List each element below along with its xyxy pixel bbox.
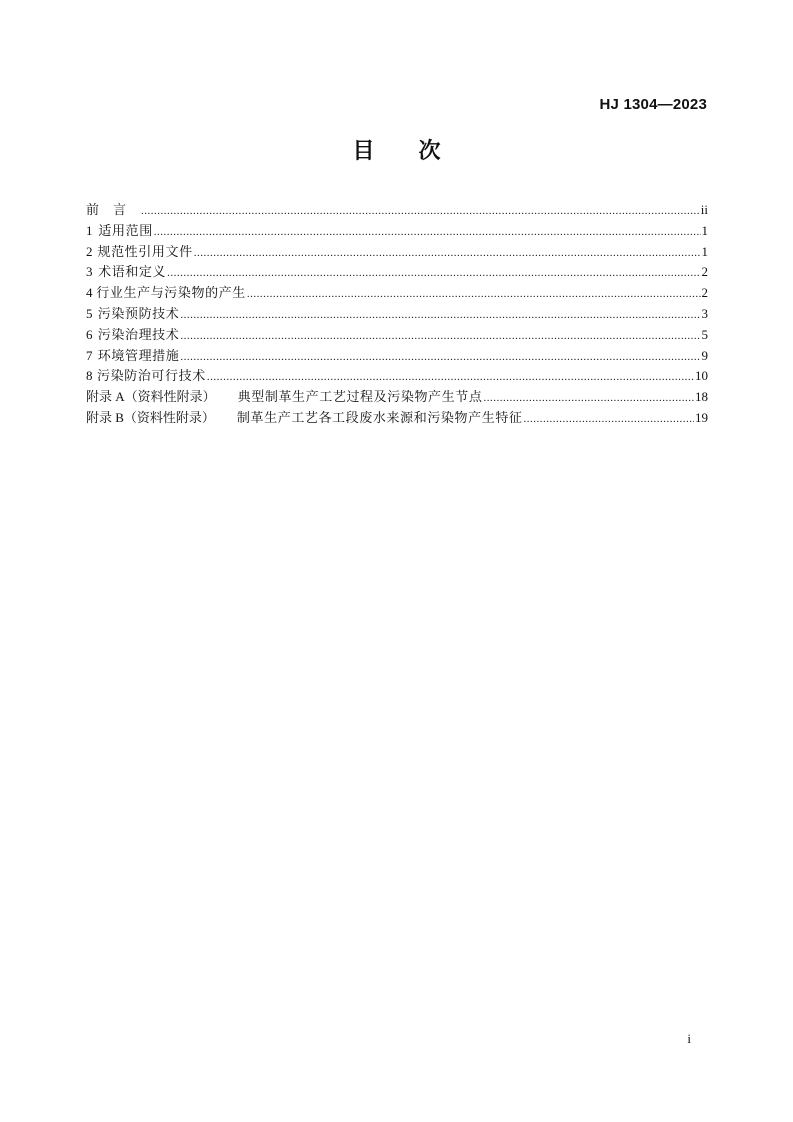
dot-leader	[207, 367, 694, 388]
table-of-contents	[86, 200, 708, 429]
toc-entry-label: 污染治理技术	[97, 326, 180, 342]
toc-entry-appendix-a[interactable]	[86, 387, 708, 408]
toc-entry-number: 1	[86, 222, 93, 238]
toc-entry-page: 1	[701, 222, 708, 238]
dot-leader	[180, 326, 700, 347]
page-title-char-1: 目	[352, 139, 375, 164]
page-title-char-2: 次	[418, 139, 441, 164]
toc-entry-label: 规范性引用文件	[97, 243, 193, 259]
page-number: i	[687, 1031, 691, 1046]
toc-entry-number: 3	[86, 264, 93, 280]
appendix-label: 附录 A（资料性附录）	[86, 389, 216, 405]
toc-entry-page: 2	[701, 264, 708, 280]
toc-entry-page: 9	[701, 347, 708, 363]
toc-entry-3[interactable]	[86, 262, 708, 283]
toc-entry-label: 行业生产与污染物的产生	[96, 285, 246, 301]
toc-entry-page: 5	[701, 326, 708, 342]
dot-leader	[154, 222, 701, 243]
toc-entry-label: 适用范围	[98, 222, 153, 238]
toc-entry-4[interactable]	[86, 283, 708, 304]
toc-entry-label: 术语和定义	[98, 264, 167, 280]
dot-leader	[483, 388, 694, 409]
toc-entry-number: 7	[86, 347, 93, 363]
toc-entry-page: 2	[701, 285, 708, 301]
dot-leader	[141, 201, 700, 222]
toc-entry-number: 5	[86, 305, 93, 321]
toc-entry-appendix-b[interactable]	[86, 408, 708, 429]
dot-leader	[167, 263, 700, 284]
toc-entry-7[interactable]	[86, 346, 708, 367]
toc-entry-2[interactable]	[86, 242, 708, 263]
document-code: HJ 1304—2023	[599, 96, 707, 113]
appendix-title: 典型制革生产工艺过程及污染物产生节点	[237, 389, 483, 405]
toc-entry-page: 10	[695, 368, 708, 384]
dot-leader	[524, 409, 694, 430]
appendix-label: 附录 B（资料性附录）	[86, 409, 215, 425]
toc-entry-5[interactable]	[86, 304, 708, 325]
toc-entry-page: 18	[695, 389, 708, 405]
dot-leader	[180, 347, 700, 368]
toc-entry-label: 污染防治可行技术	[97, 368, 206, 384]
toc-entry-page: 19	[695, 409, 708, 425]
toc-entry-number: 2	[86, 243, 93, 259]
dot-leader	[180, 305, 700, 326]
toc-entry-page: 1	[701, 243, 708, 259]
toc-entry-1[interactable]	[86, 221, 708, 242]
toc-entry-number: 4	[86, 285, 93, 301]
toc-entry-6[interactable]	[86, 325, 708, 346]
dot-leader	[194, 243, 701, 264]
toc-entry-8[interactable]	[86, 366, 708, 387]
toc-entry-label: 环境管理措施	[97, 347, 180, 363]
page-title	[0, 134, 793, 165]
toc-entry-page: ii	[700, 202, 708, 217]
toc-entry-label: 污染预防技术	[97, 305, 180, 321]
toc-entry-page: 3	[701, 305, 708, 321]
toc-entry-foreword[interactable]	[86, 200, 708, 221]
toc-entry-label: 前言	[86, 202, 141, 217]
dot-leader	[247, 284, 701, 305]
toc-entry-number: 6	[86, 326, 93, 342]
appendix-title: 制革生产工艺各工段废水来源和污染物产生特征	[236, 409, 523, 425]
toc-entry-number: 8	[86, 368, 93, 384]
